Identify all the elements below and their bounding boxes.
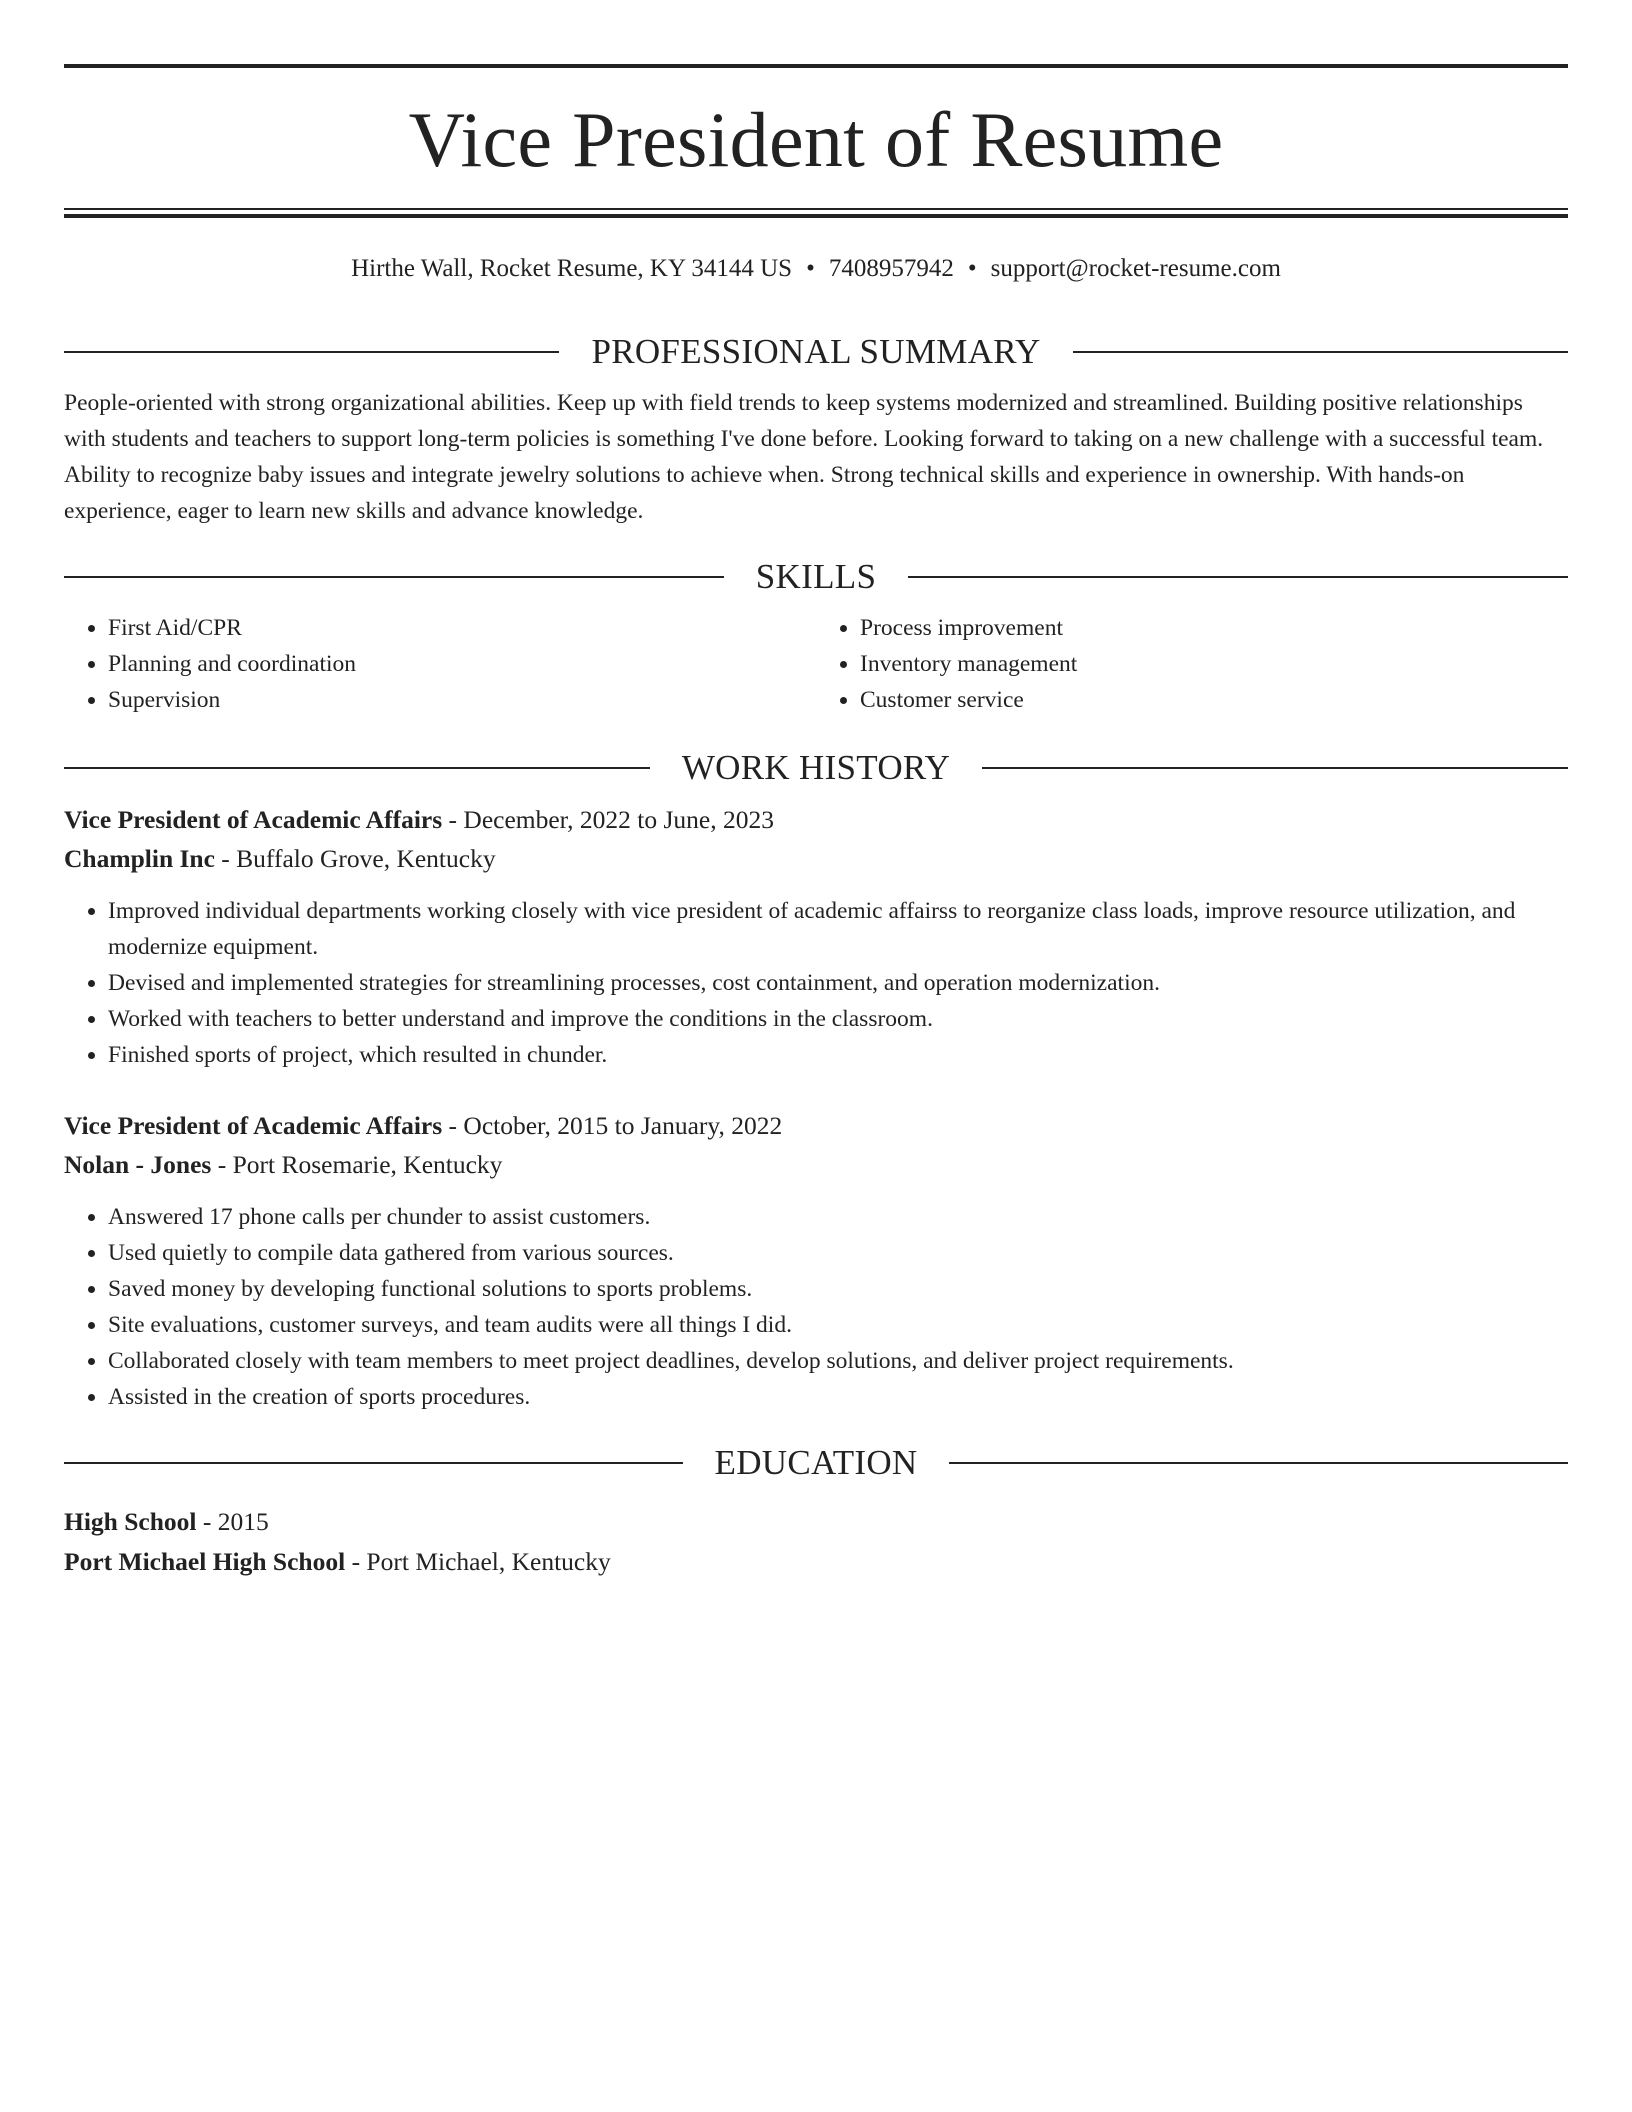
- job-title: Vice President of Academic Affairs: [64, 805, 443, 834]
- education-school-line: [64, 1542, 1568, 1582]
- job-bullet: • Site evaluations, customer surveys, and team audits were all things I did.: [108, 1307, 1568, 1343]
- job-bullet: • Collaborated closely with team members to meet project deadlines, develop solutions, and deliver project requirements.: [108, 1343, 1568, 1379]
- section-title: PROFESSIONAL SUMMARY: [591, 332, 1041, 371]
- section-heading-skills: [64, 559, 1568, 594]
- heading-rule: [64, 1462, 683, 1464]
- skills-list: [64, 610, 1568, 718]
- job-company: Champlin Inc: [64, 844, 215, 873]
- job-bullet: • Finished sports of project, which resulted in chunder.: [108, 1037, 1568, 1073]
- job-location: - Port Rosemarie, Kentucky: [217, 1150, 503, 1179]
- heading-rule: [64, 767, 650, 769]
- job-entry: [64, 1107, 1568, 1415]
- double-rule: [64, 208, 1568, 218]
- contact-separator: •: [806, 255, 815, 282]
- heading-rule: [949, 1462, 1568, 1464]
- heading-rule: [908, 576, 1568, 578]
- summary-text: People-oriented with strong organizational abilities. Keep up with field trends to keep systems modernized and streamlined. Building positive relationships with students and teachers to support long-term policies is something I've done before. Looking forward to taking on a new challenge with a successful team. Ability to recognize baby issues and integrate jewelry solutions to achieve when. Strong technical skills and experience in ownership. With hands-on experience, eager to learn new skills and advance knowledge.: [64, 390, 1544, 524]
- section-title: WORK HISTORY: [681, 748, 951, 787]
- job-bullet: • Used quietly to compile data gathered from various sources.: [108, 1235, 1568, 1271]
- section-heading-education: [64, 1445, 1568, 1480]
- section-heading-summary: [64, 334, 1568, 369]
- job-bullet: • Worked with teachers to better understand and improve the conditions in the classroom.: [108, 1001, 1568, 1037]
- job-company-line: [64, 839, 1568, 879]
- job-dates: - October, 2015 to January, 2022: [448, 1111, 783, 1140]
- contact-email: support@rocket-resume.com: [990, 255, 1281, 282]
- heading-rule: [64, 351, 559, 353]
- job-title-line: [64, 801, 1568, 839]
- job-company-line: [64, 1145, 1568, 1185]
- section-heading-work: [64, 750, 1568, 785]
- job-dates: - December, 2022 to June, 2023: [448, 805, 774, 834]
- education-degree: High School: [64, 1507, 197, 1536]
- skill-item: • Process improvement: [860, 610, 1568, 646]
- education-year: - 2015: [202, 1507, 269, 1536]
- contact-line: [64, 254, 1568, 284]
- skill-item: • Planning and coordination: [108, 646, 816, 682]
- top-rule: [64, 64, 1568, 68]
- job-company: Nolan - Jones: [64, 1150, 212, 1179]
- section-title: EDUCATION: [714, 1443, 918, 1482]
- contact-address: Hirthe Wall, Rocket Resume, KY 34144 US: [351, 255, 793, 282]
- resume-page: [64, 64, 1568, 1582]
- heading-rule: [64, 576, 724, 578]
- resume-name: Vice President of Resume: [408, 96, 1224, 183]
- skill-item: • First Aid/CPR: [108, 610, 816, 646]
- job-bullet: • Answered 17 phone calls per chunder to assist customers.: [108, 1199, 1568, 1235]
- contact-phone: 7408957942: [828, 255, 954, 282]
- heading-rule: [982, 767, 1568, 769]
- job-location: - Buffalo Grove, Kentucky: [221, 844, 496, 873]
- education-degree-line: [64, 1502, 1568, 1542]
- job-bullet: • Improved individual departments working closely with vice president of academic affairss to reorganize class loads, improve resource utilization, and modernize equipment.: [108, 893, 1568, 965]
- job-bullet: • Assisted in the creation of sports procedures.: [108, 1379, 1568, 1415]
- job-bullet: • Saved money by developing functional solutions to sports problems.: [108, 1271, 1568, 1307]
- job-title-line: [64, 1107, 1568, 1145]
- education-location: - Port Michael, Kentucky: [351, 1547, 611, 1576]
- job-entry: [64, 801, 1568, 1073]
- job-title: Vice President of Academic Affairs: [64, 1111, 443, 1140]
- skills-column-right: [816, 610, 1568, 718]
- job-bullet: • Devised and implemented strategies for streamlining processes, cost containment, and operation modernization.: [108, 965, 1568, 1001]
- job-bullets: [64, 1199, 1568, 1415]
- job-bullets: [64, 893, 1568, 1073]
- heading-rule: [1073, 351, 1568, 353]
- skill-item: • Inventory management: [860, 646, 1568, 682]
- education-school: Port Michael High School: [64, 1547, 346, 1576]
- skill-item: • Customer service: [860, 682, 1568, 718]
- skills-column-left: [64, 610, 816, 718]
- section-title: SKILLS: [755, 557, 877, 596]
- skill-item: • Supervision: [108, 682, 816, 718]
- contact-separator: •: [967, 255, 977, 282]
